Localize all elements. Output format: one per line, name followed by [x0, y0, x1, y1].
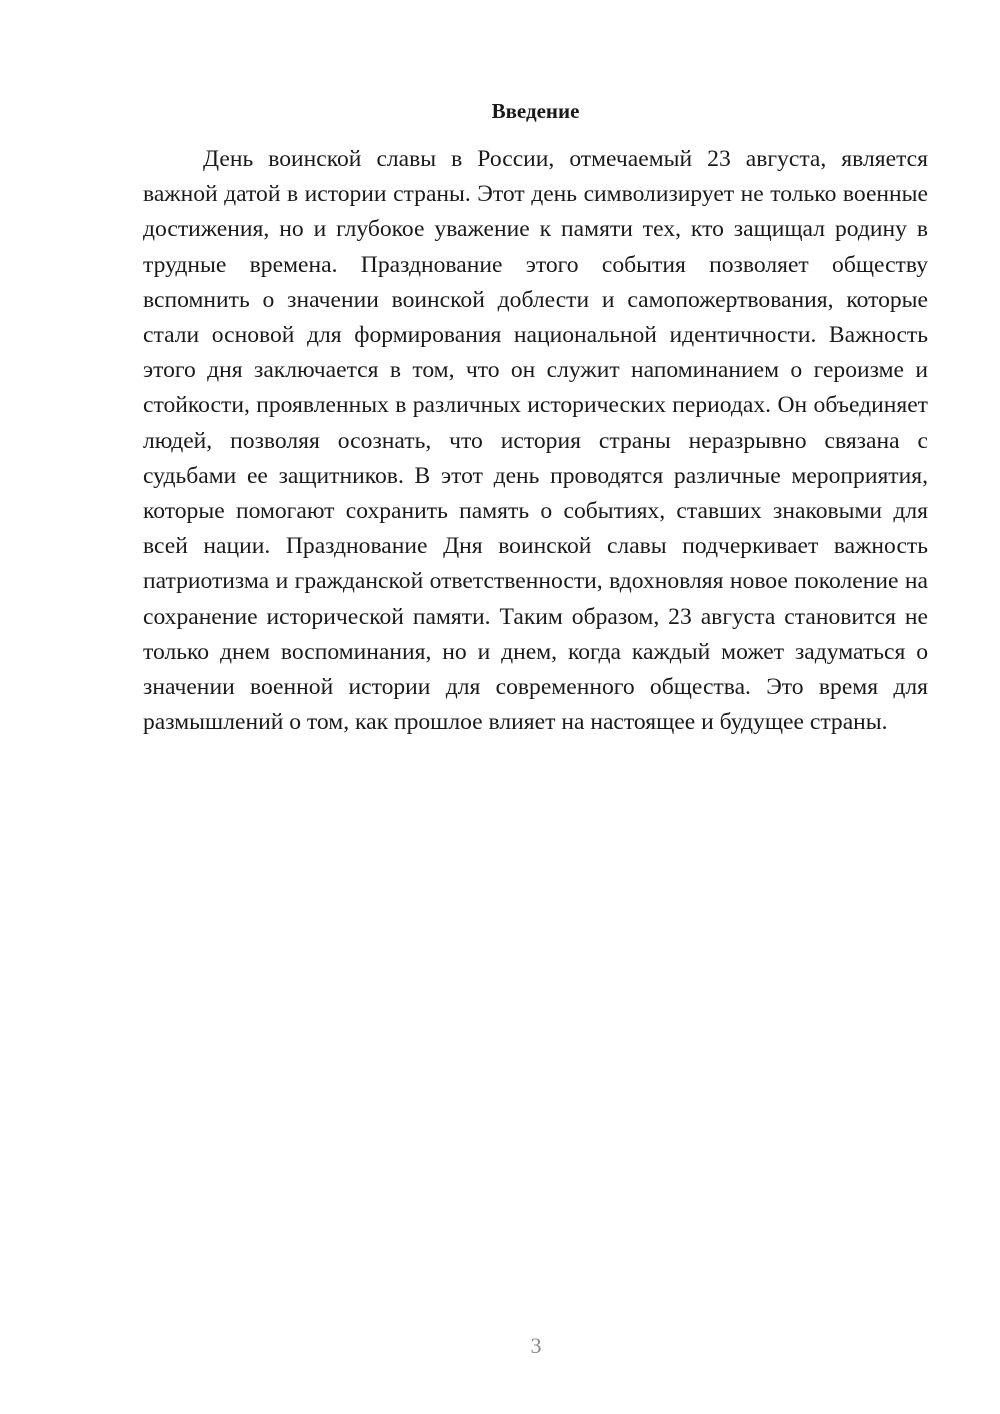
page-number: 3 — [530, 1333, 542, 1358]
section-heading: Введение — [491, 99, 580, 123]
body-paragraph: День воинской славы в России, отмечаемый 23 августа, является важной датой в истории страны. Этот день символизирует не только военные достижения, но и глубокое уважение к памяти тех, кто защищал родину в трудные времена. Празднование этого события позволяет обществу вспомнить о значении воинской доблести и самопожертвования, которые стали основой для формирования национальной идентичности. Важность этого дня заключается в том, что он служит напоминанием о героизме и стойкости, проявленных в различных исторических периодах. Он объединяет людей, позволяя осознать, что история страны неразрывно связана с судьбами ее защитников. В этот день проводятся различные мероприятия, которые помогают сохранить память о событиях, ставших знаковыми для всей нации. Празднование Дня воинской славы подчеркивает важность патриотизма и гражданской ответственности, вдохновляя новое поколение на сохранение исторической памяти. Таким образом, 23 августа становится не только днем воспоминания, но и днем, когда каждый может задуматься о значении военной истории для современного общества. Это время для размышлений о том, как прошлое влияет на настоящее и будущее страны. — [143, 146, 928, 736]
